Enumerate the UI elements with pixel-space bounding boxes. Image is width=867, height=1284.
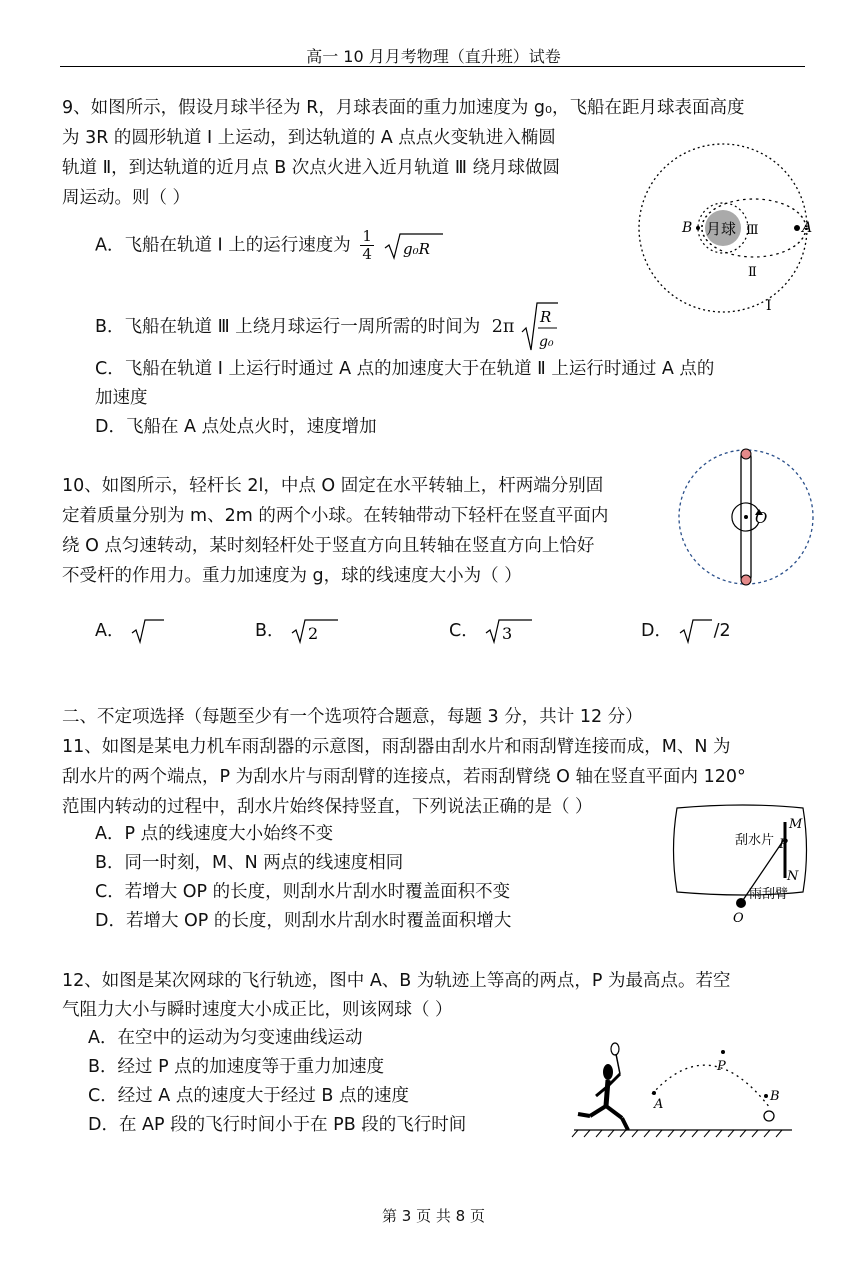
q10-line4: 不受杆的作用力。重力加速度为 g，球的线速度大小为（ ） — [62, 566, 522, 586]
q12-option-d: D．在 AP 段的飞行时间小于在 PB 段的飞行时间 — [88, 1115, 467, 1135]
label-iii: Ⅲ — [746, 223, 759, 238]
q10-line2: 定着质量分别为 m、2m 的两个小球。在转轴带动下轻杆在竖直平面内 — [62, 506, 609, 526]
q9-option-d: D．飞船在 A 点处点火时，速度增加 — [95, 417, 377, 437]
q9-option-b-text: B．飞船在轨道 Ⅲ 上绕月球运行一周所需的时间为 — [95, 317, 481, 337]
root-numerator: R — [540, 308, 552, 326]
header-rule — [60, 66, 805, 67]
page-header: 高一 10 月月考物理（直升班）试卷 — [306, 47, 561, 66]
q12-option-a: A．在空中的运动为匀变速曲线运动 — [88, 1028, 363, 1048]
label-i: Ⅰ — [766, 298, 772, 314]
label-b: B — [770, 1089, 780, 1104]
sqrt-symbol — [130, 617, 166, 645]
point-b — [696, 226, 700, 230]
sqrt-symbol — [484, 617, 534, 645]
sqrt-symbol — [290, 617, 340, 645]
q11-line2: 刮水片的两个端点，P 为刮水片与雨刮臂的连接点，若雨刮臂绕 O 轴在竖直平面内 120° — [62, 767, 746, 787]
tennis-ball — [764, 1111, 774, 1121]
label-p: P — [717, 1059, 726, 1074]
q9-option-a — [95, 228, 445, 263]
label-arm: 雨刮臂 — [749, 887, 789, 902]
page-footer: 第 3 页 共 8 页 — [382, 1207, 485, 1225]
q10-option-a — [95, 617, 166, 646]
label-blade: 刮水片 — [735, 833, 775, 848]
q9-line2: 为 3R 的圆形轨道 Ⅰ 上运动，到达轨道的 A 点点火变轨进入椭圆 — [62, 128, 556, 148]
label-m: M — [789, 817, 803, 832]
tennis-player — [578, 1043, 628, 1130]
axis-point — [744, 515, 748, 519]
q10-option-a-label: A． — [95, 621, 125, 641]
label-b: B — [682, 220, 693, 236]
q10-option-d-tail: /2 — [713, 621, 731, 641]
root-content: 2 — [308, 624, 319, 643]
label-o: O — [733, 911, 744, 925]
label-a: A — [654, 1097, 664, 1112]
q11-line3: 范围内转动的过程中，刮水片始终保持竖直，下列说法正确的是（ ） — [62, 797, 593, 817]
q11-option-c: C．若增大 OP 的长度，则刮水片刮水时覆盖面积不变 — [95, 882, 511, 902]
point-a — [652, 1091, 656, 1095]
wiper-diagram — [665, 800, 815, 925]
q12-line1: 12、如图是某次网球的飞行轨迹，图中 A、B 为轨迹上等高的两点，P 为最高点。若空 — [62, 971, 731, 991]
q9-option-b — [95, 300, 560, 354]
root-content: 3 — [502, 624, 513, 643]
frac-numerator: 1 — [362, 227, 372, 245]
point-a — [794, 225, 800, 231]
q10-option-c — [449, 617, 534, 646]
q10-option-b-label: B． — [255, 621, 285, 641]
orbit-diagram — [620, 140, 830, 320]
q12-line2: 气阻力大小与瞬时速度大小成正比，则该网球（ ） — [62, 1000, 453, 1020]
moon-label: 月球 — [706, 220, 737, 238]
rotating-rod-diagram — [675, 445, 825, 595]
point-p — [721, 1050, 725, 1054]
q9-line3: 轨道 Ⅱ，到达轨道的近月点 B 次点火进入近月轨道 Ⅲ 绕月球做圆 — [62, 158, 560, 178]
q12-option-c: C．经过 A 点的速度大于经过 B 点的速度 — [88, 1086, 409, 1106]
label-o: O — [755, 509, 768, 527]
q9-option-a-root — [383, 231, 445, 261]
label-a: A — [802, 220, 813, 236]
q11-option-a: A．P 点的线速度大小始终不变 — [95, 824, 334, 844]
label-p: P — [779, 837, 788, 852]
q10-line1: 10、如图所示，轻杆长 2l，中点 O 固定在水平转轴上，杆两端分别固 — [62, 476, 604, 496]
q9-line4: 周运动。则（ ） — [62, 188, 191, 208]
label-ii: Ⅱ — [748, 265, 757, 280]
q9-option-b-root — [520, 300, 560, 354]
section-2-heading: 二、不定项选择（每题至少有一个选项符合题意，每题 3 分，共计 12 分） — [62, 707, 643, 727]
root-denominator: g₀ — [539, 334, 554, 350]
q9-option-b-coef: 2π — [491, 317, 515, 337]
q10-option-d-label: D． — [641, 621, 672, 641]
q9-line1: 9、如图所示，假设月球半径为 R，月球表面的重力加速度为 g₀，飞船在距月球表面高度 — [62, 98, 745, 118]
q9-option-a-text: A．飞船在轨道 Ⅰ 上的运行速度为 — [95, 235, 351, 256]
q12-option-b: B．经过 P 点的加速度等于重力加速度 — [88, 1057, 385, 1077]
trajectory — [652, 1065, 770, 1108]
ground-hatch — [572, 1130, 782, 1137]
tennis-trajectory-diagram — [570, 1040, 800, 1140]
q11-line1: 11、如图是某电力机车雨刮器的示意图，雨刮器由刮水片和雨刮臂连接而成，M、N 为 — [62, 737, 731, 757]
q11-option-d: D．若增大 OP 的长度，则刮水片刮水时覆盖面积增大 — [95, 911, 512, 931]
q11-option-b: B．同一时刻，M、N 两点的线速度相同 — [95, 853, 404, 873]
root-content: g₀R — [403, 239, 431, 258]
q9-option-a-fraction — [360, 228, 374, 263]
axis-o — [736, 898, 746, 908]
q9-option-c-line1: C．飞船在轨道 Ⅰ 上运行时通过 A 点的加速度大于在轨道 Ⅱ 上运行时通过 A 点的 — [95, 359, 715, 379]
q10-option-d — [641, 617, 731, 646]
label-n: N — [787, 869, 799, 884]
frac-denominator: 4 — [362, 245, 372, 263]
q10-line3: 绕 O 点匀速转动，某时刻轻杆处于竖直方向且转轴在竖直方向上恰好 — [62, 536, 595, 556]
q10-option-b — [255, 617, 340, 646]
ball-bottom — [741, 575, 751, 585]
point-b — [764, 1094, 768, 1098]
q9-option-c-line2: 加速度 — [95, 388, 148, 408]
ball-top — [741, 449, 751, 459]
sqrt-symbol — [678, 617, 714, 645]
q10-option-c-label: C． — [449, 621, 479, 641]
